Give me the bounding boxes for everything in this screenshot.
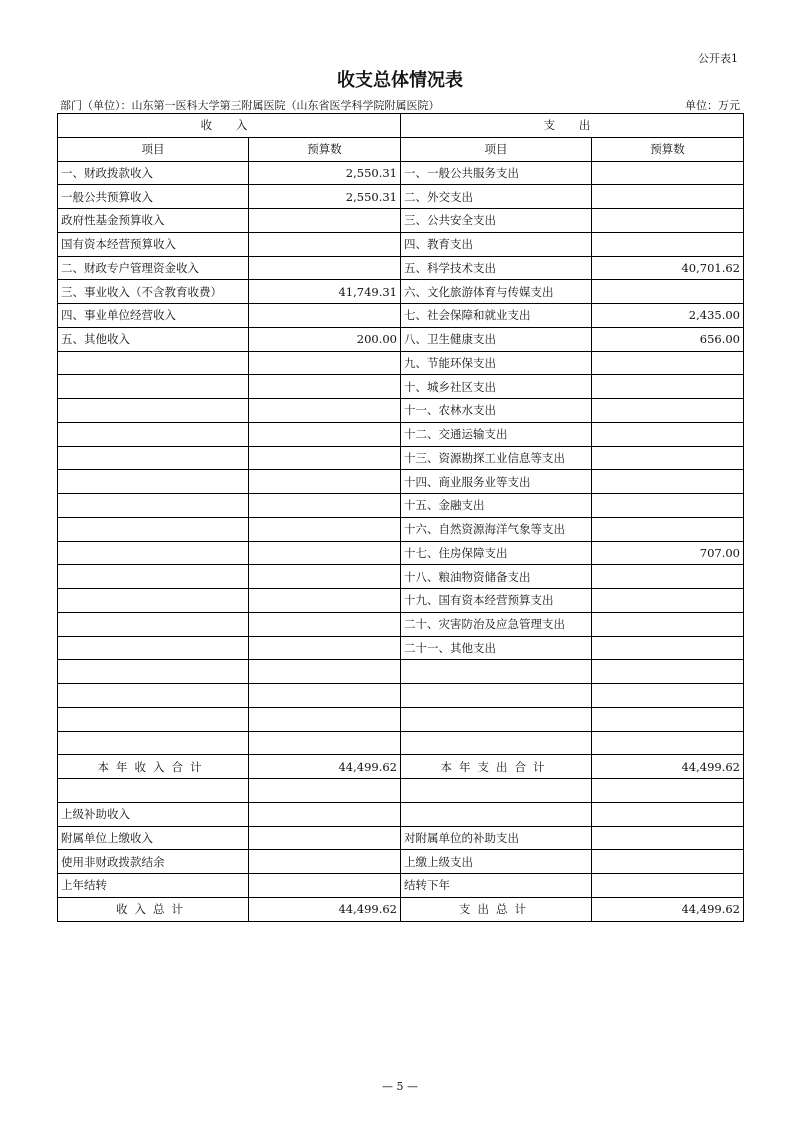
table-row bbox=[58, 826, 744, 850]
income-item-cell bbox=[58, 589, 249, 613]
expense-item-cell: 三、公共安全支出 bbox=[401, 209, 592, 233]
expense-value-cell bbox=[592, 565, 744, 589]
expense-value-cell bbox=[592, 660, 744, 684]
table-row bbox=[58, 565, 744, 589]
income-item-cell: 一、财政拨款收入 bbox=[58, 161, 249, 185]
expense-value-cell bbox=[592, 589, 744, 613]
income-item-cell bbox=[58, 494, 249, 518]
table-row bbox=[58, 470, 744, 494]
department-label: 部门（单位）：山东第一医科大学第三附属医院（山东省医学科学院附属医院） bbox=[60, 99, 440, 112]
expense-item-cell: 结转下年 bbox=[401, 874, 592, 898]
expense-item-cell: 十、城乡社区支出 bbox=[401, 375, 592, 399]
income-item-header: 项目 bbox=[58, 137, 249, 161]
expense-total-value: 44,499.62 bbox=[592, 897, 744, 921]
income-value-cell: 2,550.31 bbox=[249, 161, 401, 185]
income-item-cell: 政府性基金预算收入 bbox=[58, 209, 249, 233]
income-item-cell: 上年结转 bbox=[58, 874, 249, 898]
income-item-cell bbox=[58, 707, 249, 731]
expense-value-cell bbox=[592, 850, 744, 874]
expense-value-cell bbox=[592, 731, 744, 755]
income-value-cell bbox=[249, 684, 401, 708]
expense-value-cell bbox=[592, 232, 744, 256]
expense-item-cell: 对附属单位的补助支出 bbox=[401, 826, 592, 850]
table-row bbox=[58, 731, 744, 755]
expense-value-cell bbox=[592, 470, 744, 494]
expense-value-cell bbox=[592, 280, 744, 304]
expense-item-cell: 五、科学技术支出 bbox=[401, 256, 592, 280]
income-value-cell bbox=[249, 589, 401, 613]
expense-item-cell: 十一、农林水支出 bbox=[401, 399, 592, 423]
income-value-cell bbox=[249, 707, 401, 731]
table-row bbox=[58, 399, 744, 423]
expense-item-cell: 二十、灾害防治及应急管理支出 bbox=[401, 612, 592, 636]
table-row bbox=[58, 802, 744, 826]
table-row bbox=[58, 850, 744, 874]
table-row bbox=[58, 589, 744, 613]
income-value-cell bbox=[249, 541, 401, 565]
table-row bbox=[58, 280, 744, 304]
income-value-cell bbox=[249, 826, 401, 850]
expense-item-cell: 八、卫生健康支出 bbox=[401, 327, 592, 351]
expense-item-cell: 十六、自然资源海洋气象等支出 bbox=[401, 517, 592, 541]
expense-item-cell: 十五、金融支出 bbox=[401, 494, 592, 518]
expense-value-cell: 707.00 bbox=[592, 541, 744, 565]
expense-value-cell bbox=[592, 612, 744, 636]
income-value-cell bbox=[249, 422, 401, 446]
table-row bbox=[58, 707, 744, 731]
income-value-cell bbox=[249, 779, 401, 803]
table-row bbox=[58, 422, 744, 446]
grand-total-row bbox=[58, 897, 744, 921]
expense-value-cell bbox=[592, 375, 744, 399]
income-item-cell bbox=[58, 517, 249, 541]
income-item-cell: 三、事业收入（不含教育收费） bbox=[58, 280, 249, 304]
income-item-cell bbox=[58, 779, 249, 803]
table-row bbox=[58, 304, 744, 328]
expense-value-cell bbox=[592, 707, 744, 731]
income-item-cell bbox=[58, 731, 249, 755]
income-item-cell: 附属单位上缴收入 bbox=[58, 826, 249, 850]
income-total-label: 本年收入合计 bbox=[58, 755, 249, 779]
income-value-cell bbox=[249, 565, 401, 589]
section-header-row bbox=[58, 114, 744, 138]
table-row bbox=[58, 327, 744, 351]
income-value-cell bbox=[249, 850, 401, 874]
table-row bbox=[58, 660, 744, 684]
table-row bbox=[58, 209, 744, 233]
income-value-cell: 41,749.31 bbox=[249, 280, 401, 304]
expense-item-cell: 二、外交支出 bbox=[401, 185, 592, 209]
income-item-cell: 五、其他收入 bbox=[58, 327, 249, 351]
income-value-cell bbox=[249, 874, 401, 898]
expense-value-cell bbox=[592, 494, 744, 518]
expense-value-cell: 40,701.62 bbox=[592, 256, 744, 280]
expense-item-cell bbox=[401, 731, 592, 755]
income-value-cell bbox=[249, 517, 401, 541]
expense-value-cell bbox=[592, 351, 744, 375]
income-item-cell bbox=[58, 541, 249, 565]
expense-item-cell: 十二、交通运输支出 bbox=[401, 422, 592, 446]
expense-value-cell bbox=[592, 826, 744, 850]
income-value-cell bbox=[249, 446, 401, 470]
income-item-cell bbox=[58, 399, 249, 423]
expense-value-cell: 656.00 bbox=[592, 327, 744, 351]
income-section-header: 收 入 bbox=[58, 114, 401, 138]
income-item-cell bbox=[58, 565, 249, 589]
income-item-cell bbox=[58, 612, 249, 636]
expense-total-label: 本年支出合计 bbox=[401, 755, 592, 779]
expense-item-cell: 一、一般公共服务支出 bbox=[401, 161, 592, 185]
income-value-cell bbox=[249, 399, 401, 423]
income-item-cell bbox=[58, 636, 249, 660]
income-item-cell: 二、财政专户管理资金收入 bbox=[58, 256, 249, 280]
income-item-cell bbox=[58, 375, 249, 399]
income-value-cell bbox=[249, 731, 401, 755]
expense-item-cell: 十四、商业服务业等支出 bbox=[401, 470, 592, 494]
expense-item-cell: 六、文化旅游体育与传媒支出 bbox=[401, 280, 592, 304]
income-value-cell: 2,550.31 bbox=[249, 185, 401, 209]
unit-label: 单位：万元 bbox=[685, 99, 740, 112]
expense-item-cell: 十九、国有资本经营预算支出 bbox=[401, 589, 592, 613]
expense-item-cell: 十三、资源勘探工业信息等支出 bbox=[401, 446, 592, 470]
income-value-cell bbox=[249, 209, 401, 233]
expense-item-cell: 九、节能环保支出 bbox=[401, 351, 592, 375]
expense-item-cell bbox=[401, 684, 592, 708]
table-row bbox=[58, 494, 744, 518]
income-total-label: 收入总计 bbox=[58, 897, 249, 921]
year-total-row bbox=[58, 755, 744, 779]
expense-item-cell: 上缴上级支出 bbox=[401, 850, 592, 874]
table-row bbox=[58, 232, 744, 256]
income-budget-header: 预算数 bbox=[249, 137, 401, 161]
column-header-row bbox=[58, 137, 744, 161]
table-row bbox=[58, 375, 744, 399]
income-item-cell: 使用非财政拨款结余 bbox=[58, 850, 249, 874]
income-value-cell bbox=[249, 375, 401, 399]
expense-item-cell: 十八、粮油物资储备支出 bbox=[401, 565, 592, 589]
expense-item-cell: 二十一、其他支出 bbox=[401, 636, 592, 660]
budget-summary-table bbox=[57, 113, 744, 922]
expense-item-cell bbox=[401, 779, 592, 803]
table-row bbox=[58, 612, 744, 636]
expense-value-cell bbox=[592, 209, 744, 233]
expense-value-cell bbox=[592, 161, 744, 185]
expense-value-cell bbox=[592, 874, 744, 898]
table-row bbox=[58, 636, 744, 660]
income-item-cell bbox=[58, 470, 249, 494]
table-row bbox=[58, 517, 744, 541]
expense-value-cell bbox=[592, 779, 744, 803]
income-item-cell bbox=[58, 351, 249, 375]
income-item-cell bbox=[58, 660, 249, 684]
expense-item-cell bbox=[401, 660, 592, 684]
income-value-cell bbox=[249, 802, 401, 826]
table-row bbox=[58, 779, 744, 803]
table-row bbox=[58, 446, 744, 470]
expense-budget-header: 预算数 bbox=[592, 137, 744, 161]
income-value-cell bbox=[249, 256, 401, 280]
page-number: — 5 — bbox=[382, 1080, 418, 1093]
income-item-cell: 一般公共预算收入 bbox=[58, 185, 249, 209]
expense-item-cell: 七、社会保障和就业支出 bbox=[401, 304, 592, 328]
page-title: 收支总体情况表 bbox=[337, 70, 463, 91]
income-value-cell bbox=[249, 660, 401, 684]
income-value-cell: 200.00 bbox=[249, 327, 401, 351]
table-row bbox=[58, 256, 744, 280]
expense-value-cell bbox=[592, 446, 744, 470]
expense-value-cell: 2,435.00 bbox=[592, 304, 744, 328]
expense-item-header: 项目 bbox=[401, 137, 592, 161]
income-item-cell: 上级补助收入 bbox=[58, 802, 249, 826]
table-row bbox=[58, 874, 744, 898]
table-row bbox=[58, 684, 744, 708]
table-row bbox=[58, 185, 744, 209]
expense-value-cell bbox=[592, 185, 744, 209]
expense-value-cell bbox=[592, 802, 744, 826]
income-total-value: 44,499.62 bbox=[249, 755, 401, 779]
income-item-cell bbox=[58, 422, 249, 446]
income-total-value: 44,499.62 bbox=[249, 897, 401, 921]
expense-value-cell bbox=[592, 517, 744, 541]
expense-value-cell bbox=[592, 684, 744, 708]
expense-item-cell bbox=[401, 802, 592, 826]
expense-total-label: 支出总计 bbox=[401, 897, 592, 921]
expense-section-header: 支 出 bbox=[401, 114, 744, 138]
income-value-cell bbox=[249, 232, 401, 256]
income-value-cell bbox=[249, 351, 401, 375]
income-item-cell: 四、事业单位经营收入 bbox=[58, 304, 249, 328]
income-item-cell: 国有资本经营预算收入 bbox=[58, 232, 249, 256]
expense-item-cell bbox=[401, 707, 592, 731]
expense-item-cell: 十七、住房保障支出 bbox=[401, 541, 592, 565]
expense-value-cell bbox=[592, 399, 744, 423]
table-row bbox=[58, 351, 744, 375]
income-value-cell bbox=[249, 470, 401, 494]
income-item-cell bbox=[58, 684, 249, 708]
expense-value-cell bbox=[592, 636, 744, 660]
expense-value-cell bbox=[592, 422, 744, 446]
income-value-cell bbox=[249, 612, 401, 636]
income-value-cell bbox=[249, 494, 401, 518]
income-value-cell bbox=[249, 304, 401, 328]
income-value-cell bbox=[249, 636, 401, 660]
expense-total-value: 44,499.62 bbox=[592, 755, 744, 779]
table-row bbox=[58, 541, 744, 565]
expense-item-cell: 四、教育支出 bbox=[401, 232, 592, 256]
table-number-label: 公开表1 bbox=[698, 52, 738, 65]
income-item-cell bbox=[58, 446, 249, 470]
table-row bbox=[58, 161, 744, 185]
